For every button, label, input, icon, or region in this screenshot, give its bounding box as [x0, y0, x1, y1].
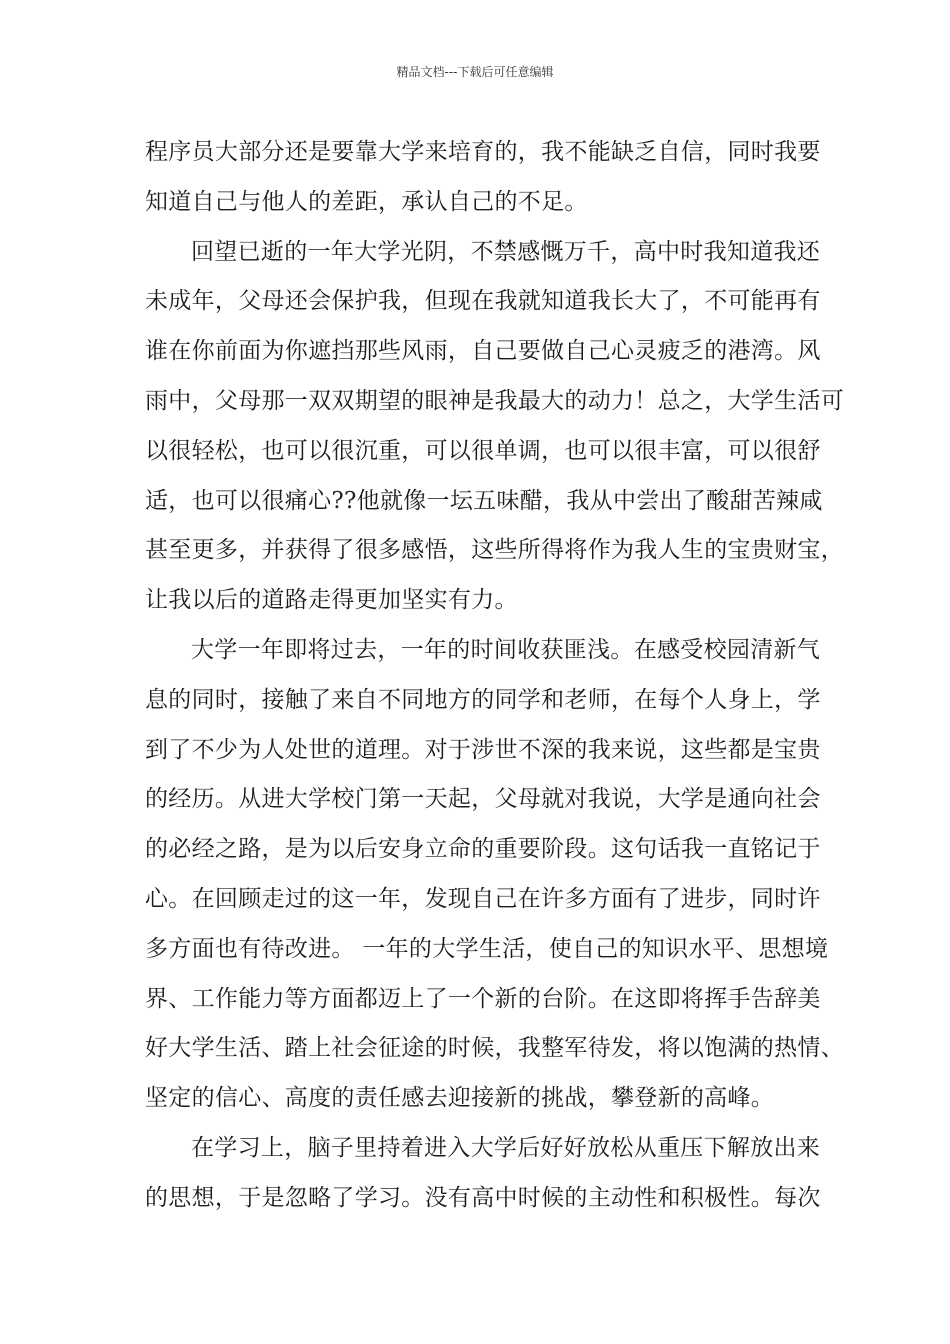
text-line: 谁在你前面为你遮挡那些风雨，自己要做自己心灵疲乏的港湾。风 — [145, 338, 821, 365]
text-line: 适，也可以很痛心??他就像一坛五味醋，我从中尝出了酸甜苦辣咸 — [145, 487, 823, 514]
text-line: 坚定的信心、高度的责任感去迎接新的挑战，攀登新的高峰。 — [145, 1085, 775, 1112]
text-line: 雨中，父母那一双双期望的眼神是我最大的动力！总之，大学生活可 — [145, 387, 844, 414]
text-line: 息的同时，接触了来自不同地方的同学和老师，在每个人身上，学 — [145, 686, 821, 713]
text-line: 好大学生活、踏上社会征途的时候，我整军待发，将以饱满的热情、 — [145, 1035, 844, 1062]
text-line: 回望已逝的一年大学光阴，不禁感慨万千，高中时我知道我还 — [191, 238, 821, 265]
text-line: 让我以后的道路走得更加坚实有力。 — [145, 587, 518, 614]
paragraph-2 — [145, 228, 845, 626]
text-line: 大学一年即将过去，一年的时间收获匪浅。在感受校园清新气 — [191, 636, 821, 663]
document-body — [145, 128, 845, 1224]
text-line: 的思想，于是忽略了学习。没有高中时候的主动性和积极性。每次 — [145, 1184, 821, 1211]
text-line: 知道自己与他人的差距，承认自己的不足。 — [145, 188, 588, 215]
paragraph-4 — [145, 1124, 845, 1224]
text-line: 心。在回顾走过的这一年，发现自己在许多方面有了进步，同时许 — [145, 885, 821, 912]
text-line: 以很轻松，也可以很沉重，可以很单调，也可以很丰富，可以很舒 — [145, 437, 821, 464]
page-header: 精品文档---下载后可任意编辑 — [396, 65, 554, 79]
paragraph-1 — [145, 128, 845, 228]
text-line: 甚至更多，并获得了很多感悟，这些所得将作为我人生的宝贵财宝， — [145, 537, 844, 564]
text-line: 的经历。从进大学校门第一天起，父母就对我说，大学是通向社会 — [145, 786, 821, 813]
paragraph-3 — [145, 626, 845, 1124]
text-line: 在学习上，脑子里持着进入大学后好好放松从重压下解放出来 — [191, 1134, 821, 1161]
text-line: 未成年，父母还会保护我，但现在我就知道我长大了，不可能再有 — [145, 288, 821, 315]
text-line: 多方面也有待改进。 一年的大学生活，使自己的知识水平、思想境 — [145, 935, 829, 962]
text-line: 程序员大部分还是要靠大学来培育的，我不能缺乏自信，同时我要 — [145, 139, 821, 165]
text-line: 到了不少为人处世的道理。对于涉世不深的我来说，这些都是宝贵 — [145, 736, 821, 763]
text-line: 的必经之路，是为以后安身立命的重要阶段。这句话我一直铭记于 — [145, 836, 821, 863]
text-line: 界、工作能力等方面都迈上了一个新的台阶。在这即将挥手告辞美 — [145, 985, 821, 1012]
